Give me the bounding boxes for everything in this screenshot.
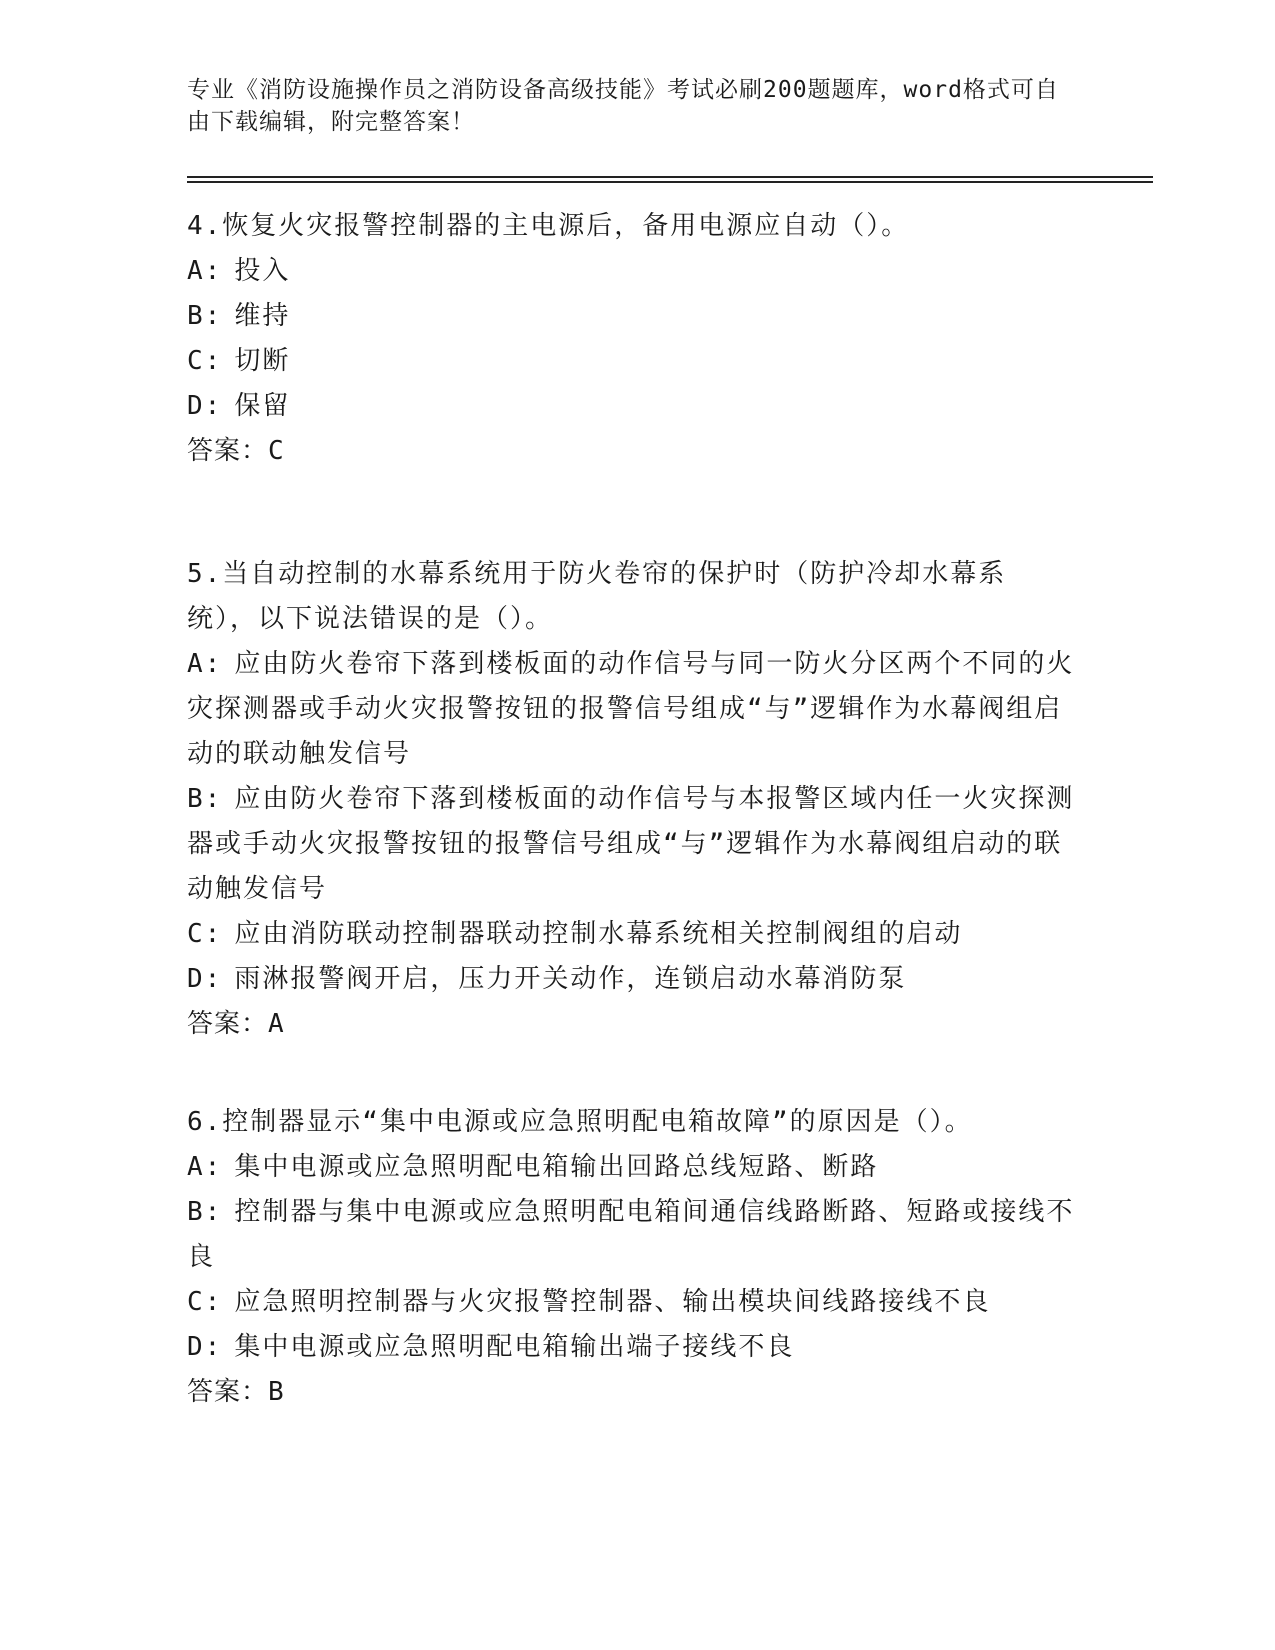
- option-label: B:: [187, 301, 223, 331]
- option-label: D:: [187, 964, 223, 994]
- option-text: 控制器与集中电源或应急照明配电箱间通信线路断路、短路或接线不良: [187, 1197, 1075, 1272]
- option-label: C:: [187, 1287, 223, 1317]
- option-text: 投入: [234, 256, 291, 286]
- option-a: [187, 1145, 1077, 1190]
- option-label: A:: [187, 649, 223, 679]
- question-stem: 5.当自动控制的水幕系统用于防火卷帘的保护时（防护冷却水幕系统），以下说法错误的是（）。: [187, 559, 1007, 634]
- question-5: [187, 552, 1077, 1047]
- option-label: D:: [187, 1332, 223, 1362]
- option-text: 应由消防联动控制器联动控制水幕系统相关控制阀组的启动: [234, 919, 963, 949]
- header-text: 专业《消防设施操作员之消防设备高级技能》考试必刷200题题库，word格式可自由下载编辑，附完整答案！: [187, 77, 1059, 135]
- option-b: [187, 777, 1077, 912]
- document-header: [187, 74, 1067, 138]
- option-text: 应急照明控制器与火灾报警控制器、输出模块间线路接线不良: [234, 1287, 991, 1317]
- option-label: A:: [187, 1152, 223, 1182]
- option-d: [187, 1325, 1077, 1370]
- option-text: 维持: [234, 301, 291, 331]
- option-c: [187, 1280, 1077, 1325]
- question-stem: 4.恢复火灾报警控制器的主电源后，备用电源应自动（）。: [187, 211, 910, 241]
- option-text: 雨淋报警阀开启，压力开关动作，连锁启动水幕消防泵: [234, 964, 907, 994]
- option-c: [187, 339, 1077, 384]
- answer: 答案：C: [187, 436, 285, 466]
- header-divider-top: [187, 176, 1153, 178]
- option-c: [187, 912, 1077, 957]
- option-text: 应由防火卷帘下落到楼板面的动作信号与同一防火分区两个不同的火灾探测器或手动火灾报警按钮的报警信号组成“与”逻辑作为水幕阀组启动的联动触发信号: [187, 649, 1075, 769]
- option-text: 集中电源或应急照明配电箱输出回路总线短路、断路: [234, 1152, 879, 1182]
- answer: 答案：B: [187, 1377, 285, 1407]
- option-label: C:: [187, 919, 223, 949]
- header-divider-bottom: [187, 181, 1153, 183]
- option-label: A:: [187, 256, 223, 286]
- question-stem: 6.控制器显示“集中电源或应急照明配电箱故障”的原因是（）。: [187, 1107, 973, 1137]
- option-a: [187, 642, 1077, 777]
- option-label: B:: [187, 784, 223, 814]
- option-label: B:: [187, 1197, 223, 1227]
- question-4: [187, 204, 1077, 474]
- option-label: C:: [187, 346, 223, 376]
- option-text: 保留: [234, 391, 291, 421]
- question-6: [187, 1100, 1077, 1415]
- option-b: [187, 1190, 1077, 1280]
- option-b: [187, 294, 1077, 339]
- option-a: [187, 249, 1077, 294]
- option-text: 应由防火卷帘下落到楼板面的动作信号与本报警区域内任一火灾探测器或手动火灾报警按钮的报警信号组成“与”逻辑作为水幕阀组启动的联动触发信号: [187, 784, 1075, 904]
- option-text: 集中电源或应急照明配电箱输出端子接线不良: [234, 1332, 795, 1362]
- option-d: [187, 957, 1077, 1002]
- option-label: D:: [187, 391, 223, 421]
- answer: 答案：A: [187, 1009, 285, 1039]
- option-text: 切断: [234, 346, 291, 376]
- option-d: [187, 384, 1077, 429]
